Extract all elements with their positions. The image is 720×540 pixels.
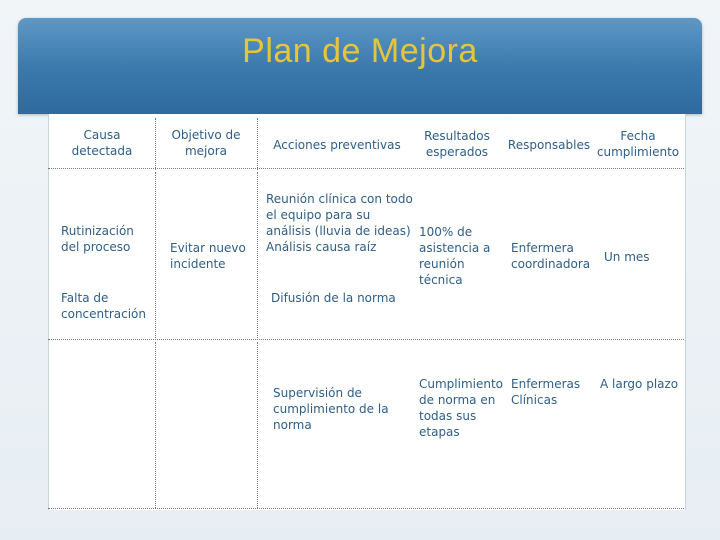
column-divider-2 [257,172,259,338]
cause-cell: Falta de concentración [61,291,147,321]
header-responsables: Responsables [507,138,591,152]
header-causa: Causa detectada [71,128,133,158]
table-bottom-border [48,508,684,510]
column-divider-2 [257,342,259,508]
objective-cell: Evitar nuevo incidente [170,241,246,271]
action-cell: Difusión de la norma [271,291,396,305]
column-divider-2 [257,118,259,170]
cause-cell: Rutinización del proceso [61,224,134,254]
date-cell: A largo plazo [600,377,679,391]
header-objetivo: Objetivo de mejora [171,128,241,158]
responsible-cell: Enfermeras Clínicas [511,377,581,407]
column-divider-1 [155,342,157,508]
table-row-divider [48,339,684,341]
result-cell: Cumplimiento de norma en todas sus etapas [419,377,504,439]
slide-title: Plan de Mejora [242,32,478,70]
header-resultados: Resultados esperados [424,129,490,159]
column-divider-1 [155,172,157,338]
table-header-divider [48,168,684,170]
action-cell: Supervisión de cumplimiento de la norma [273,386,389,432]
header-acciones: Acciones preventivas [273,138,401,152]
column-divider-1 [155,118,157,170]
result-cell: 100% de asistencia a reunión técnica [419,225,491,287]
date-cell: Un mes [604,250,650,264]
action-cell: Reunión clínica con todo el equipo para su análisis (lluvia de ideas) Análisis causa raíz [266,192,413,254]
header-fecha: Fecha cumplimiento [596,129,680,159]
responsible-cell: Enfermera coordinadora [511,241,591,271]
